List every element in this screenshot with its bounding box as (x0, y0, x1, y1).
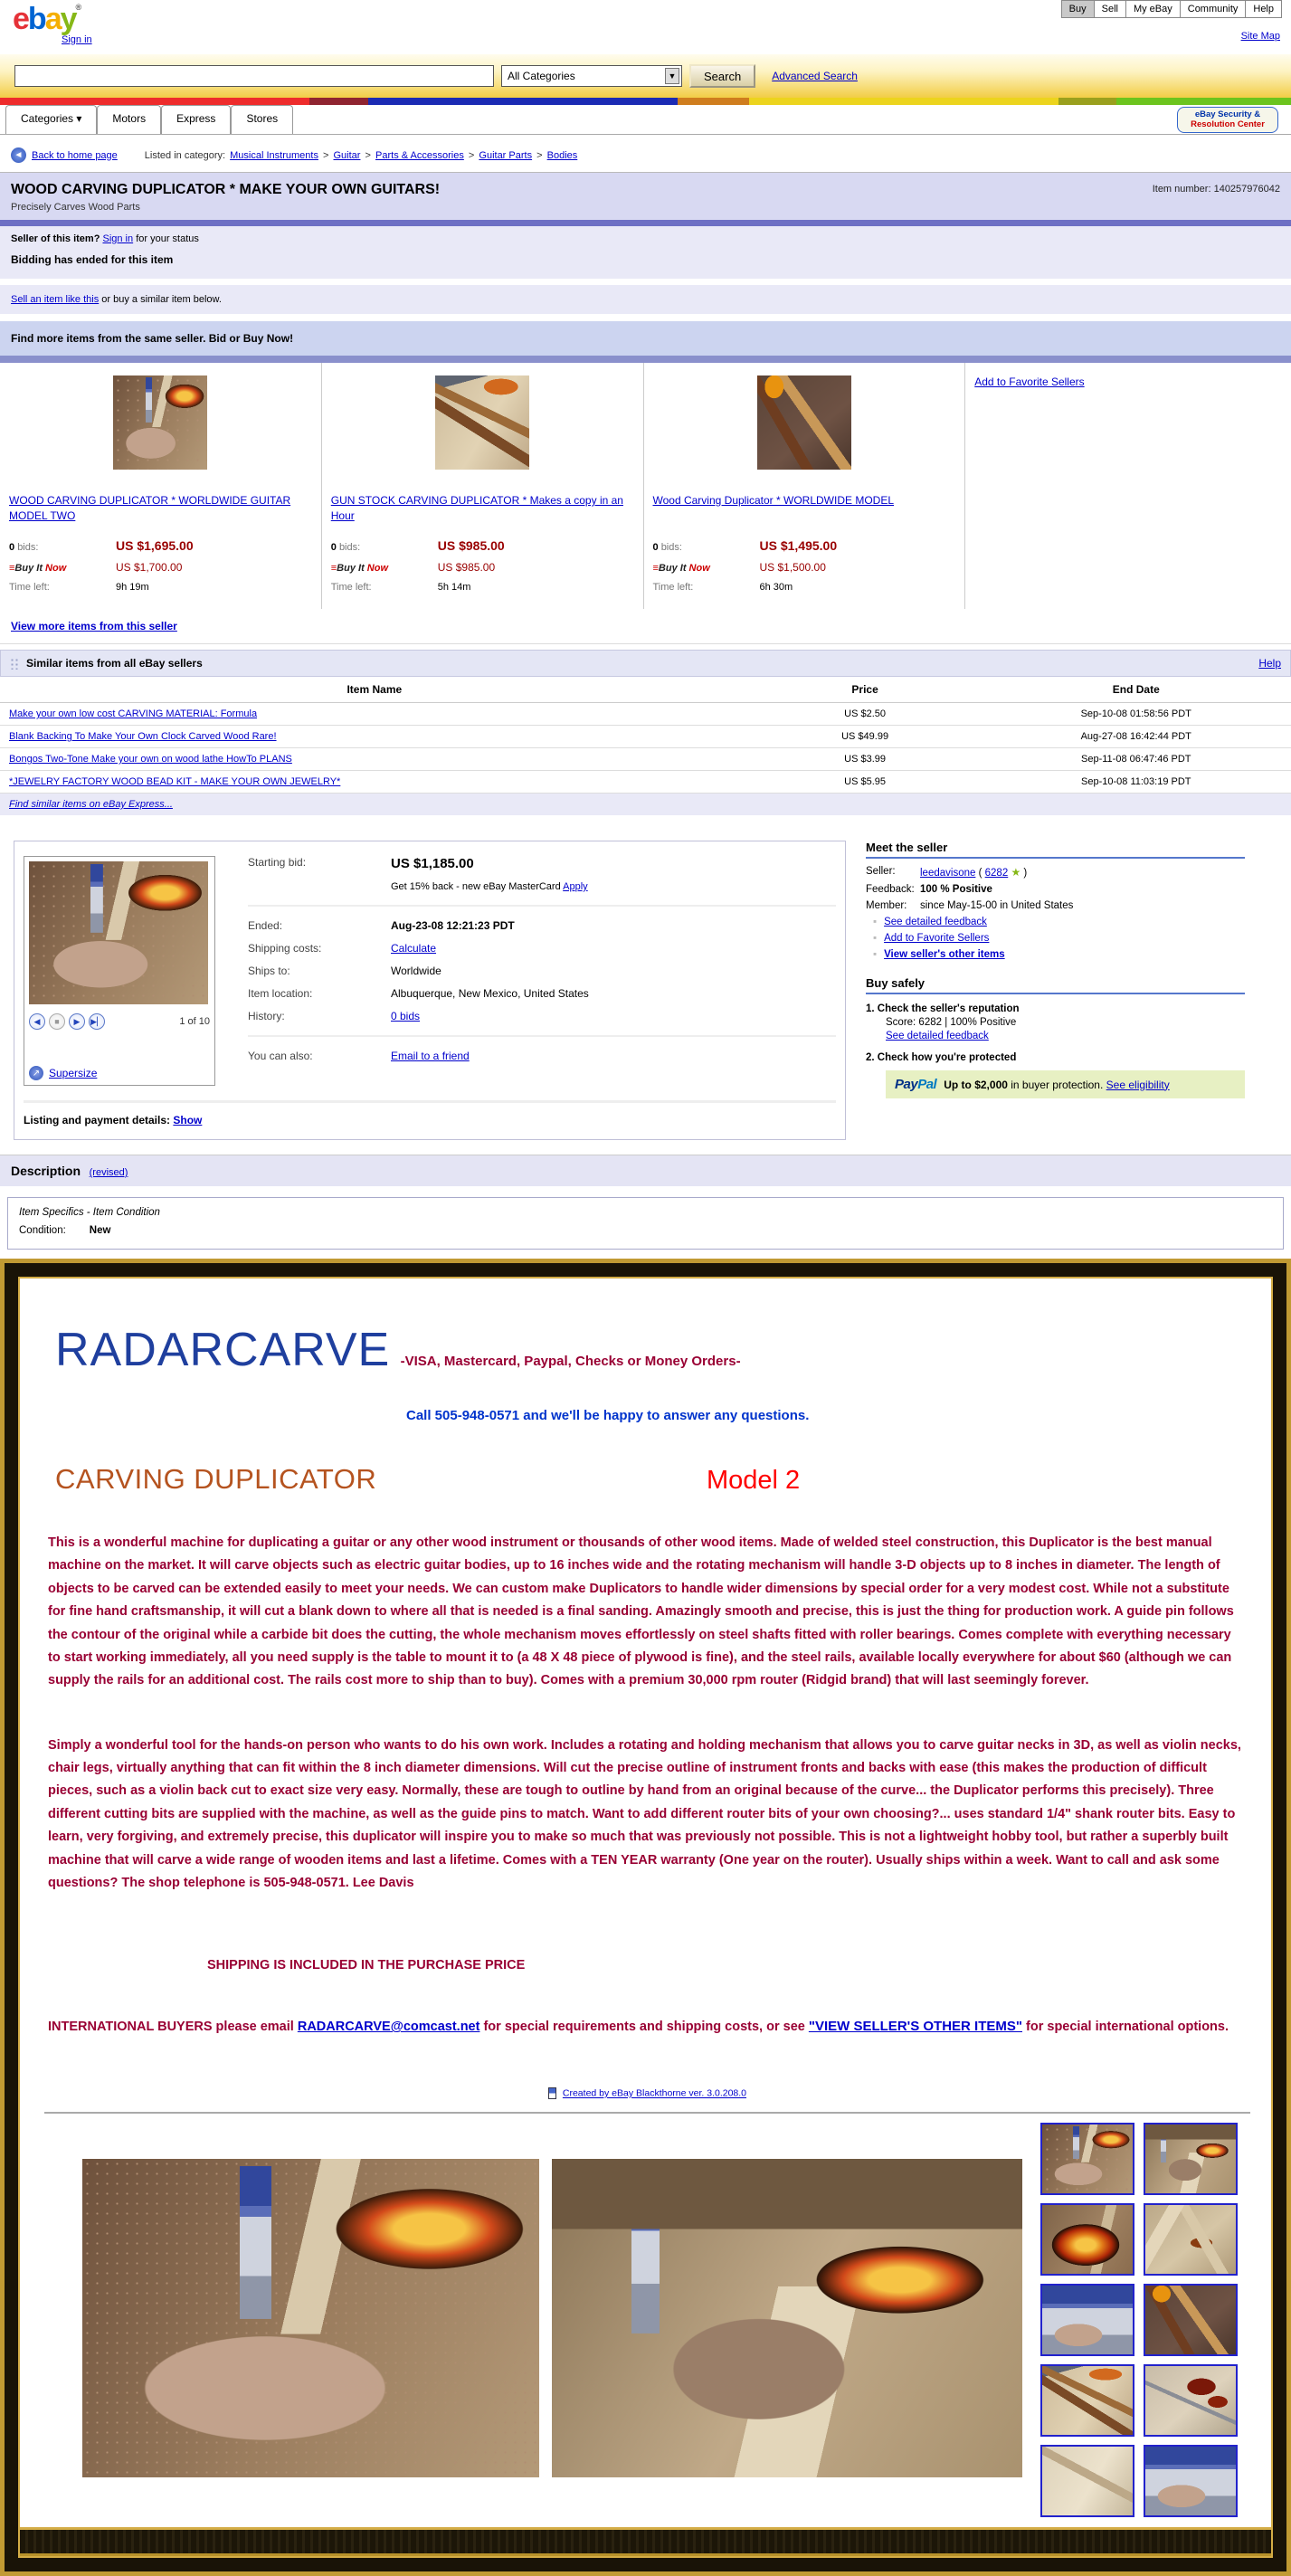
ebay-express-link[interactable]: Find similar items on eBay Express... (9, 799, 173, 810)
photo-prev-icon[interactable]: ◀ (29, 1013, 45, 1030)
seller-item-1-title-link[interactable]: WOOD CARVING DUPLICATOR * WORLDWIDE GUITAR MODEL TWO (9, 494, 291, 523)
buy-safely-step-2: 2. Check how you're protected PayPal Up to $2,000 in buyer protection. See eligibility (866, 1052, 1245, 1098)
item-details: Starting bid: US $1,185.00 Get 15% back - new eBay MasterCard Apply Ended: Aug-23-08 12:21:23 PDT Shipping costs: Calculate Ships to: Worldwide Item location: Albuquerque, New Mexico, United States History: 0 bids You can also: Email to a friend (215, 856, 836, 1086)
crumb-guitar-parts[interactable]: Guitar Parts (479, 149, 533, 161)
similar-item-link[interactable]: *JEWELRY FACTORY WOOD BEAD KIT - MAKE YOUR OWN JEWELRY* (9, 776, 341, 787)
condition-value: New (89, 1225, 111, 1236)
seller-item-1-thumbnail[interactable] (113, 375, 207, 470)
seller-item-2-title-link[interactable]: GUN STOCK CARVING DUPLICATOR * Makes a copy in an Hour (330, 494, 623, 523)
seller-item-2-bid-price: US $985.00 (437, 538, 505, 553)
brand-stripe (0, 98, 1291, 105)
calculate-shipping-link[interactable]: Calculate (391, 942, 437, 955)
site-header (0, 0, 1291, 54)
site-map-link[interactable]: Site Map (1240, 31, 1280, 42)
payment-methods: -VISA, Mastercard, Paypal, Checks or Money Orders- (400, 1354, 741, 1369)
seller-item-3: Wood Carving Duplicator * WORLDWIDE MODEL 0 bids: US $1,495.00 ≡Buy It Now US $1,500.00 Time left: 6h 30m (644, 363, 966, 609)
paypal-protection-band: PayPal Up to $2,000 in buyer protection. See eligibility (886, 1070, 1245, 1098)
photo-play-icon[interactable]: ▶ (69, 1013, 85, 1030)
view-sellers-other-items-link-2[interactable]: "VIEW SELLER'S OTHER ITEMS" (808, 2019, 1022, 2035)
description-thumbnail (1040, 2364, 1134, 2437)
seller-item-1: WOOD CARVING DUPLICATOR * WORLDWIDE GUITAR MODEL TWO 0 bids: US $1,695.00 ≡Buy It Now US $1,700.00 Time left: 9h 19m (0, 363, 322, 609)
description-thumbnail (1144, 2284, 1238, 2356)
feedback-value: 100 % Positive (920, 884, 992, 895)
seller-item-1-bin-price: US $1,700.00 (116, 561, 183, 574)
description-paragraph-2: Simply a wonderful tool for the hands-on person who wants to do his own work. Includes a rotating and holding mechanism that allows you to carve guitar necks in 3D, as well as violin necks, chair legs, virtually anything that can fit within the 8 inch diameter dimensions. Will cut the precise outline of instrument fronts and backs with ease (this makes the production of difficult pieces, such as a violin back cut to exact size very easy. Normally, these are tough to outline by hand from an original because of the curve... the Duplicator performs this precisely). Three different cutting bits are supplied with the machine, as well as the guide pins to match. Want to add different router bits of your own choosing?... uses standard 1/4" shank router bits. Easy to learn, very forgiving, and extremely precise, this duplicator will inspire you to make so much that was previously not possible. This is not a lightweight hobby tool, but rather a superbly built machine that will carve a wide range of wooden items and last a lifetime. Comes with a TEN YEAR warranty (One year on the router). Usually ships within a week. Want to call and ask some questions? The shop telephone is 505-948-0571. Lee Davis (48, 1737, 1241, 1890)
product-heading-row (55, 1463, 1250, 1496)
ended-value: Aug-23-08 12:21:23 PDT (391, 919, 515, 932)
member-since-value: since May-15-00 in United States (920, 900, 1074, 911)
shipping-included-line: SHIPPING IS INCLUDED IN THE PURCHASE PRICE (207, 1958, 526, 1973)
item-photo[interactable] (29, 861, 208, 1004)
top-nav (1061, 0, 1282, 18)
apply-link[interactable]: Apply (563, 881, 588, 892)
seller-item-1-time-left: 9h 19m (116, 582, 149, 593)
breadcrumb (0, 135, 1291, 172)
meet-the-seller-heading: Meet the seller (866, 841, 1245, 859)
bidding-ended-message: Bidding has ended for this item (11, 253, 174, 266)
item-photo-box (24, 856, 215, 1086)
table-row: Blank Backing To Make Your Own Clock Carved Wood Rare! US $49.99 Aug-27-08 16:42:44 PDT (0, 726, 1291, 748)
created-by-link[interactable]: Created by eBay Blackthorne ver. 3.0.208.0 (562, 2087, 747, 2099)
similar-item-link[interactable]: Blank Backing To Make Your Own Clock Carved Wood Rare! (9, 731, 277, 742)
description-paragraph-1: This is a wonderful machine for duplicating a guitar or any other wood instrument or thousands of other wood items. Made of welded steel construction, this Duplicator is the best manual machine on the market. It will carve objects such as electric guitar bodies, up to 16 inches wide and the rotating mechanism will handle 3-D objects up to 8 inches in diameter. The length of objects to be carved can be extended easily to meet your needs. We can custom make Duplicators to handle wider dimensions by special order for a very modest cost. While not a substitute for fine hand craftsmanship, it will cut a blank down to where all that is needed is a final sanding. Amazingly smooth and precise, this is just the thing for production work. A guide pin follows the contour of the original while a carbide bit does the cutting, the whole mechanism moves effortlessly on steel shafts fitted with roller bearings. Comes complete with everything necessary to start working immediately, all you need supply is the table to mount it to (a 48 X 48 piece of plywood is fine), and the steel rails, available locally everywhere for about $60 (although we can supply the rails for an additional cost. The rails cost more to ship than to buy). Comes with a premium 30,000 rpm router (Ridgid brand) that will last seemingly forever. (48, 1535, 1234, 1688)
col-price: Price (749, 677, 982, 703)
description-thumbnail (1144, 2445, 1238, 2517)
listed-in-category: Listed in category: Musical Instruments > Guitar > Parts & Accessories > Guitar Parts > Bodies (144, 149, 578, 161)
seller-links (873, 917, 1245, 960)
item-location-value: Albuquerque, New Mexico, United States (391, 987, 589, 1000)
add-favorite-sellers-link[interactable]: Add to Favorite Sellers (884, 933, 990, 944)
description-thumbnail (1040, 2284, 1134, 2356)
tab-categories[interactable]: Categories ▾ (5, 105, 97, 134)
similar-item-link[interactable]: Bongos Two-Tone Make your own on wood lathe HowTo PLANS (9, 754, 292, 765)
divider (44, 2112, 1250, 2114)
seller-item-3-time-left: 6h 30m (759, 582, 793, 593)
radarcarve-email-link[interactable]: RADARCARVE@comcast.net (297, 2020, 480, 2035)
mastercard-promo: Get 15% back - new eBay MasterCard Apply (391, 881, 588, 892)
photo-column (24, 856, 215, 1086)
add-favorite-column (965, 363, 1291, 609)
advanced-search-link[interactable]: Advanced Search (772, 70, 858, 82)
seller-id-link[interactable]: leedavisone (920, 868, 976, 879)
back-to-home-link[interactable]: Back to home page (32, 149, 118, 161)
seller-item-2-bin-price: US $985.00 (437, 561, 496, 574)
similar-items-table (0, 677, 1291, 794)
tab-express[interactable]: Express (161, 105, 231, 134)
detailed-feedback-link-2[interactable]: See detailed feedback (886, 1031, 989, 1041)
buy-it-now-logo: ≡Buy It Now (9, 563, 67, 574)
seller-item-2: GUN STOCK CARVING DUPLICATOR * Makes a copy in an Hour 0 bids: US $985.00 ≡Buy It Now US $985.00 Time left: 5h 14m (322, 363, 644, 609)
crumb-guitar[interactable]: Guitar (333, 149, 361, 161)
ships-to-value: Worldwide (391, 965, 441, 977)
seller-item-3-bin-price: US $1,500.00 (759, 561, 826, 574)
status-panel: Seller of this item? Sign in for your status Bidding has ended for this item (0, 226, 1291, 279)
find-more-bar (0, 356, 1291, 363)
similar-items-header: Similar items from all eBay sellers Help (0, 650, 1291, 677)
col-end-date: End Date (982, 677, 1291, 703)
crumb-musical-instruments[interactable]: Musical Instruments (230, 149, 318, 161)
photo-next-icon[interactable]: ▶▏ (89, 1013, 105, 1030)
description-photo-large-2 (552, 2159, 1022, 2477)
item-specifics-title: Item Specifics - Item Condition (19, 1207, 160, 1218)
brand-row (55, 1323, 1250, 1377)
description-thumbnail (1144, 2123, 1238, 2195)
buy-it-now-logo: ≡Buy It Now (330, 563, 389, 574)
email-to-friend-link[interactable]: Email to a friend (391, 1050, 470, 1062)
page-title: WOOD CARVING DUPLICATOR * MAKE YOUR OWN GUITARS! (11, 182, 441, 197)
see-detailed-feedback-link[interactable]: See detailed feedback (884, 917, 987, 927)
sell-like-row: Sell an item like this or buy a similar item below. (0, 285, 1291, 314)
crumb-bodies[interactable]: Bodies (546, 149, 578, 161)
show-details-link[interactable]: Show (173, 1114, 203, 1126)
page-subtitle: Precisely Carves Wood Parts (11, 202, 140, 213)
item-summary-box (14, 841, 846, 1140)
description-thumbnail (1040, 2445, 1134, 2517)
tab-stores[interactable]: Stores (231, 105, 293, 134)
seller-item-2-time-left: 5h 14m (437, 582, 471, 593)
nav-buy[interactable]: Buy (1062, 1, 1094, 17)
sign-in-link[interactable]: Sign in (62, 34, 92, 45)
bid-history-link[interactable]: 0 bids (391, 1010, 421, 1022)
title-panel (0, 172, 1291, 220)
item-number: Item number: 140257976042 (1152, 184, 1280, 195)
description-photos (44, 2159, 1250, 2517)
description-photo-large-1 (82, 2159, 539, 2477)
seller-item-3-bid-price: US $1,495.00 (759, 538, 838, 553)
table-row: Bongos Two-Tone Make your own on wood lathe HowTo PLANS US $3.99 Sep-11-08 06:47:46 PDT (0, 748, 1291, 771)
revised-link[interactable]: (revised) (89, 1167, 128, 1178)
title-divider-bar (0, 220, 1291, 226)
feedback-star-icon: ★ (1011, 866, 1021, 879)
blackthorne-icon (548, 2087, 556, 2099)
starting-bid-value: US $1,185.00 (391, 856, 474, 871)
search-band (0, 54, 1291, 98)
similar-item-link[interactable]: Make your own low cost CARVING MATERIAL: Formula (9, 708, 258, 719)
description-thumbnail-grid (1040, 2123, 1238, 2517)
product-name-heading: CARVING DUPLICATOR (55, 1463, 377, 1495)
category-select[interactable] (501, 65, 682, 87)
photo-stop-icon[interactable]: ■ (49, 1013, 65, 1030)
chevron-down-icon[interactable]: ▼ (665, 68, 679, 84)
description-header: Description (revised) (0, 1155, 1291, 1186)
description-thumbnail (1144, 2364, 1238, 2437)
table-row: *JEWELRY FACTORY WOOD BEAD KIT - MAKE YOUR OWN JEWELRY* US $5.95 Sep-10-08 11:03:19 PDT (0, 771, 1291, 794)
seller-description-frame (0, 1259, 1291, 2576)
buy-safely-step-1: 1. Check the seller's reputation Score: 6282 | 100% Positive See detailed feedback (866, 1003, 1245, 1041)
nav-my-ebay[interactable]: My eBay (1125, 1, 1180, 17)
ebay-logo[interactable]: ebay® (13, 2, 82, 36)
description-thumbnail (1040, 2203, 1134, 2276)
supersize-icon[interactable]: ↗ (29, 1066, 43, 1080)
supersize-link[interactable]: Supersize (49, 1067, 98, 1079)
created-by-row (44, 2087, 1250, 2099)
crumb-parts-accessories[interactable]: Parts & Accessories (375, 149, 464, 161)
similar-help-link[interactable]: Help (1258, 657, 1281, 670)
see-eligibility-link[interactable]: See eligibility (1106, 1078, 1170, 1091)
seller-score: Score: 6282 | 100% Positive (886, 1017, 1017, 1028)
feedback-score-link[interactable]: 6282 (984, 868, 1009, 879)
main-item-section (0, 841, 1291, 1140)
model-heading: Model 2 (707, 1466, 801, 1495)
seller-item-1-bid-price: US $1,695.00 (116, 538, 194, 553)
tab-motors[interactable]: Motors (97, 105, 161, 134)
security-resolution-center-button[interactable]: eBay Security & Resolution Center (1177, 107, 1278, 133)
nav-community[interactable]: Community (1180, 1, 1246, 17)
drag-handle-icon[interactable] (10, 658, 19, 670)
item-specifics-box: Item Specifics - Item Condition Condition: New (7, 1197, 1284, 1250)
view-sellers-other-items-link[interactable]: View seller's other items (884, 949, 1005, 960)
buy-safely-heading: Buy safely (866, 976, 1245, 994)
radarcarve-brand: RADARCARVE (55, 1324, 391, 1376)
find-more-banner: Find more items from the same seller. Bid or Buy Now! (0, 321, 1291, 356)
description-thumbnail (1040, 2123, 1134, 2195)
paypal-logo: PayPal (895, 1077, 937, 1092)
photo-counter: 1 of 10 (179, 1016, 210, 1027)
category-selected: All Categories (508, 70, 575, 82)
listing-payment-details: Listing and payment details: Show (24, 1100, 836, 1126)
back-arrow-icon[interactable]: ◄ (11, 147, 26, 163)
call-line: Call 505-948-0571 and we'll be happy to answer any questions. (406, 1408, 810, 1423)
international-buyers-paragraph: INTERNATIONAL BUYERS please email RADARCARVE@comcast.net for special requirements and shipping costs, or see "VIEW SELLER'S OTHER ITEMS" for special international options. (48, 2019, 1229, 2035)
seller-item-2-thumbnail[interactable] (435, 375, 529, 470)
search-button[interactable]: Search (689, 64, 755, 88)
view-more-items-link[interactable]: View more items from this seller (11, 620, 177, 632)
seller-items-row (0, 363, 1291, 609)
photo-navigation (29, 1013, 210, 1030)
seller-item-3-title-link[interactable]: Wood Carving Duplicator * WORLDWIDE MODEL (652, 494, 895, 507)
table-row: Make your own low cost CARVING MATERIAL: Formula US $2.50 Sep-10-08 01:58:56 PDT (0, 703, 1291, 726)
search-input[interactable] (14, 65, 494, 87)
seller-item-3-thumbnail[interactable] (757, 375, 851, 470)
sell-an-item-link[interactable]: Sell an item like this (11, 294, 100, 305)
nav-help[interactable]: Help (1245, 1, 1281, 17)
description-thumbnail (1144, 2203, 1238, 2276)
tabs-row (0, 105, 1291, 135)
nav-sell[interactable]: Sell (1094, 1, 1125, 17)
add-to-favorite-sellers-link[interactable]: Add to Favorite Sellers (974, 375, 1085, 388)
status-sign-in-link[interactable]: Sign in (102, 233, 134, 244)
col-item-name: Item Name (0, 677, 749, 703)
buy-it-now-logo: ≡Buy It Now (652, 563, 710, 574)
right-sidebar: Meet the seller Seller: leedavisone ( 6282 ★ ) Feedback: 100 % Positive Member: since May-15-00 in United States ▪ See detailed feedback ▪ Add to Favorite Sellers ▪ View seller's other items Buy safely 1. Check the seller's reputation Score: 6282 | 100% Positive See detailed feedback 2. Check how you're protected PayPal Up to $2,000 in buyer protection. See eligibility (846, 841, 1258, 1109)
